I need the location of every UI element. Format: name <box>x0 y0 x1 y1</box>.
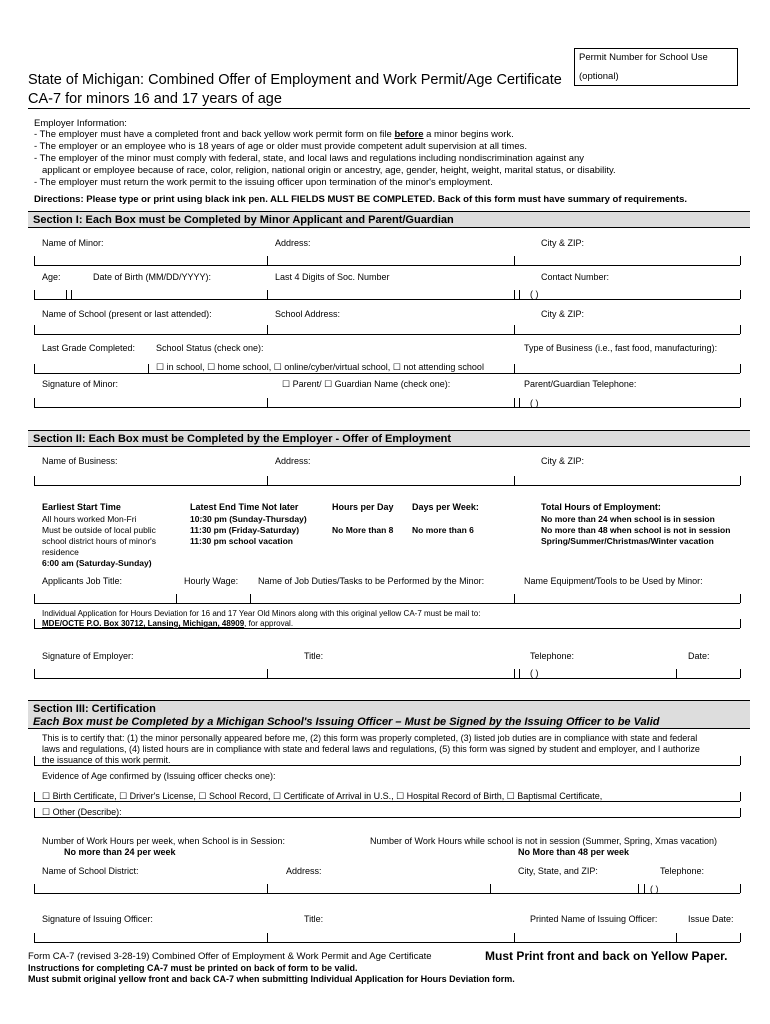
tick <box>514 364 515 373</box>
tick <box>267 398 268 407</box>
label-hours-in-session: Number of Work Hours per week, when School is in Session: <box>42 836 285 846</box>
tick <box>740 594 741 603</box>
section-1-title: Section I: Each Box must be Completed by Minor Applicant and Parent/Guardian <box>33 214 454 226</box>
days-per-week-heading: Days per Week: <box>412 502 479 512</box>
tick <box>514 594 515 603</box>
earliest-line-4: residence <box>42 547 79 557</box>
tick <box>740 619 741 628</box>
tick <box>514 256 515 265</box>
label-school-status: School Status (check one): <box>156 343 264 353</box>
tick <box>740 256 741 265</box>
label-city-state-zip: City, State, and ZIP: <box>518 866 598 876</box>
employer-info-item-3: - The employer of the minor must comply with federal, state, and local laws and regulations including nondiscrimination against any <box>34 153 585 164</box>
label-address-3: Address: <box>286 866 322 876</box>
evidence-other[interactable]: ☐ Other (Describe): <box>42 807 122 817</box>
field-row-signature-minor[interactable] <box>34 407 740 408</box>
permit-optional: (optional) <box>579 71 619 82</box>
label-signature-minor: Signature of Minor: <box>42 379 119 389</box>
tick <box>676 669 677 678</box>
page-title: State of Michigan: Combined Offer of Employment and Work Permit/Age Certificate <box>28 72 562 88</box>
label-employer-date: Date: <box>688 651 710 661</box>
page-subtitle: CA-7 for minors 16 and 17 years of age <box>28 91 282 107</box>
latest-line-2: 11:30 pm (Friday-Saturday) <box>190 525 300 535</box>
field-row-age-dob[interactable] <box>34 299 740 300</box>
label-duties: Name of Job Duties/Tasks to be Performed by the Minor: <box>258 576 485 586</box>
tick <box>514 669 515 678</box>
tick <box>34 619 35 628</box>
other-rule[interactable] <box>34 817 740 818</box>
employer-info-item-1: - The employer must have a completed front and back yellow work permit form on file before a minor begins work. <box>34 129 514 140</box>
label-ssn: Last 4 Digits of Soc. Number <box>275 272 390 282</box>
section-3-title: Section III: Certification <box>33 703 156 715</box>
tick <box>676 933 677 942</box>
days-per-week-value: No more than 6 <box>412 525 474 535</box>
field-row-district[interactable] <box>34 893 740 894</box>
cert-line-1: This is to certify that: (1) the minor personally appeared before me, (2) this form was properly completed, (3) listed job duties are in compliance with state and federal <box>42 733 698 743</box>
field-row-business[interactable] <box>34 485 740 486</box>
tick <box>267 884 268 893</box>
hours-per-day-value: No More than 8 <box>332 525 394 535</box>
tick <box>514 290 515 299</box>
field-row-school[interactable] <box>34 334 740 335</box>
tick <box>176 594 177 603</box>
tick <box>34 884 35 893</box>
tick <box>740 398 741 407</box>
tick <box>740 756 741 765</box>
form-id: Form CA-7 (revised 3-28-19) Combined Offer of Employment & Work Permit and Age Certificate <box>28 951 432 962</box>
tick <box>267 669 268 678</box>
section-3-subtitle: Each Box must be Completed by a Michigan School's Issuing Officer – Must be Signed by the Issuing Officer to be Valid <box>33 716 660 728</box>
tick <box>740 884 741 893</box>
label-district: Name of School District: <box>42 866 139 876</box>
tick <box>514 398 515 407</box>
directions: Directions: Please type or print using black ink pen. ALL FIELDS MUST BE COMPLETED. Back of this form must have summary of requirements. <box>34 194 687 205</box>
label-city-zip-2: City & ZIP: <box>541 309 585 319</box>
earliest-heading: Earliest Start Time <box>42 502 121 512</box>
label-parent-telephone: Parent/Guardian Telephone: <box>524 379 637 389</box>
tick <box>34 476 35 485</box>
label-sig-officer: Signature of Issuing Officer: <box>42 914 153 924</box>
permit-label: Permit Number for School Use <box>579 52 708 63</box>
school-status-options[interactable]: ☐ in school, ☐ home school, ☐ online/cyber/virtual school, ☐ not attending school <box>156 362 484 372</box>
label-wage: Hourly Wage: <box>184 576 239 586</box>
tick <box>519 669 520 678</box>
cert-line-2: laws and regulations, (4) listed hours are in compliance with state and federal laws and regulations, (5) this form was signed by student and employer, and I authorize <box>42 744 700 754</box>
field-row-deviation <box>34 628 740 629</box>
deviation-note-1: Individual Application for Hours Deviation for 16 and 17 Year Old Minors along with this original yellow CA-7 must be mail to: <box>42 609 481 618</box>
tick <box>267 256 268 265</box>
tick <box>267 325 268 334</box>
tick <box>740 364 741 373</box>
label-issue-date: Issue Date: <box>688 914 734 924</box>
section-1-header <box>28 211 750 228</box>
tick <box>34 594 35 603</box>
label-grade: Last Grade Completed: <box>42 343 136 353</box>
tick <box>34 398 35 407</box>
tick <box>66 290 67 299</box>
tick <box>740 669 741 678</box>
label-contact: Contact Number: <box>541 272 610 282</box>
latest-line-3: 11:30 pm school vacation <box>190 536 293 546</box>
evidence-options[interactable]: ☐ Birth Certificate, ☐ Driver's License, ☐ School Record, ☐ Certificate of Arrival in U.S., ☐ Hospital Record of Birth, ☐ Baptismal Certificate, <box>42 791 603 801</box>
tick <box>267 476 268 485</box>
earliest-line-5: 6:00 am (Saturday-Sunday) <box>42 558 152 568</box>
tick <box>514 933 515 942</box>
employer-info-item-4: - The employer must return the work permit to the issuing officer upon termination of the minor's employment. <box>34 177 493 188</box>
label-dob: Date of Birth (MM/DD/YYYY): <box>93 272 212 282</box>
label-job-title: Applicants Job Title: <box>42 576 123 586</box>
tick <box>267 290 268 299</box>
field-row-sig-officer[interactable] <box>34 942 740 943</box>
tick <box>34 808 35 817</box>
tick <box>740 933 741 942</box>
latest-line-1: 10:30 pm (Sunday-Thursday) <box>190 514 307 524</box>
label-address: Address: <box>275 238 311 248</box>
permit-number-box[interactable] <box>574 48 738 86</box>
label-sig-employer: Signature of Employer: <box>42 651 134 661</box>
cert-rule <box>34 765 740 766</box>
label-business-type: Type of Business (i.e., fast food, manufacturing): <box>524 343 718 353</box>
evidence-rule <box>34 801 740 802</box>
label-officer-title: Title: <box>304 914 324 924</box>
parent-tel-paren: ( ) <box>530 398 539 408</box>
cert-line-3: the issuance of this work permit. <box>42 755 171 765</box>
tick <box>514 476 515 485</box>
deviation-note-2: MDE/OCTE P.O. Box 30712, Lansing, Michigan, 48909, for approval. <box>42 619 294 628</box>
tick <box>34 933 35 942</box>
employer-info-item-2: - The employer or an employee who is 18 years of age or older must provide competent adult supervision at all times. <box>34 141 528 152</box>
earliest-line-3: school district hours of minor's <box>42 536 157 546</box>
field-row-minor-name[interactable] <box>34 265 740 266</box>
field-row-sig-employer[interactable] <box>34 678 740 679</box>
tick <box>34 325 35 334</box>
total-hours-line-2: No more than 48 when school is not in session <box>541 525 731 535</box>
label-printed-name: Printed Name of Issuing Officer: <box>530 914 658 924</box>
hours-out-session-value: No More than 48 per week <box>518 847 630 857</box>
footer-instructions-2: Must submit original yellow front and back CA-7 when submitting Individual Application for Hours Deviation form. <box>28 974 515 984</box>
tick <box>490 884 491 893</box>
employer-info-item-3b: applicant or employee because of race, color, religion, national origin or ancestry, age, gender, height, weight, marital status, or disability. <box>42 165 616 176</box>
label-age: Age: <box>42 272 61 282</box>
label-business: Name of Business: <box>42 456 118 466</box>
tick <box>71 290 72 299</box>
label-employer-title: Title: <box>304 651 324 661</box>
employer-tel-paren: ( ) <box>530 668 539 678</box>
tick <box>644 884 645 893</box>
title-rule <box>28 108 750 109</box>
label-employer-telephone: Telephone: <box>530 651 575 661</box>
label-parent-guardian[interactable]: ☐ Parent/ ☐ Guardian Name (check one): <box>282 379 451 389</box>
label-city-zip: City & ZIP: <box>541 238 585 248</box>
hours-in-session-value: No more than 24 per week <box>64 847 176 857</box>
tick <box>34 256 35 265</box>
label-school-name: Name of School (present or last attended): <box>42 309 212 319</box>
total-hours-line-1: No more than 24 when school is in session <box>541 514 715 524</box>
earliest-line-2: Must be outside of local public <box>42 525 156 535</box>
officer-tel-paren: ( ) <box>650 884 659 894</box>
tick <box>740 792 741 801</box>
tick <box>34 364 35 373</box>
tick <box>250 594 251 603</box>
hours-per-day-heading: Hours per Day <box>332 502 394 512</box>
label-evidence: Evidence of Age confirmed by (Issuing officer checks one): <box>42 771 276 781</box>
tick <box>34 756 35 765</box>
latest-heading: Latest End Time Not later <box>190 502 299 512</box>
label-officer-telephone: Telephone: <box>660 866 705 876</box>
print-note: Must Print front and back on Yellow Paper. <box>485 949 728 963</box>
tick <box>519 290 520 299</box>
tick <box>740 290 741 299</box>
tick <box>34 669 35 678</box>
tick <box>519 398 520 407</box>
label-school-address: School Address: <box>275 309 341 319</box>
field-row-job[interactable] <box>34 603 740 604</box>
employer-info-heading: Employer Information: <box>34 118 127 129</box>
label-city-zip-3: City & ZIP: <box>541 456 585 466</box>
tick <box>34 290 35 299</box>
total-hours-line-3: Spring/Summer/Christmas/Winter vacation <box>541 536 714 546</box>
label-hours-out-session: Number of Work Hours while school is not in session (Summer, Spring, Xmas vacation) <box>370 836 717 846</box>
label-address-2: Address: <box>275 456 311 466</box>
section-3-header <box>28 700 750 729</box>
tick <box>34 792 35 801</box>
tick <box>514 325 515 334</box>
section-2-header <box>28 430 750 447</box>
section-2-title: Section II: Each Box must be Completed by the Employer - Offer of Employment <box>33 433 452 445</box>
field-row-grade[interactable] <box>34 373 740 374</box>
tick <box>740 808 741 817</box>
tick <box>638 884 639 893</box>
tick <box>267 933 268 942</box>
total-hours-heading: Total Hours of Employment: <box>541 502 661 512</box>
tick <box>740 476 741 485</box>
contact-paren: ( ) <box>530 289 539 299</box>
earliest-line-1: All hours worked Mon-Fri <box>42 514 137 524</box>
label-name-of-minor: Name of Minor: <box>42 238 104 248</box>
label-equipment: Name Equipment/Tools to be Used by Minor: <box>524 576 703 586</box>
tick <box>148 364 149 373</box>
footer-instructions-1: Instructions for completing CA-7 must be printed on back of form to be valid. <box>28 963 358 973</box>
tick <box>740 325 741 334</box>
